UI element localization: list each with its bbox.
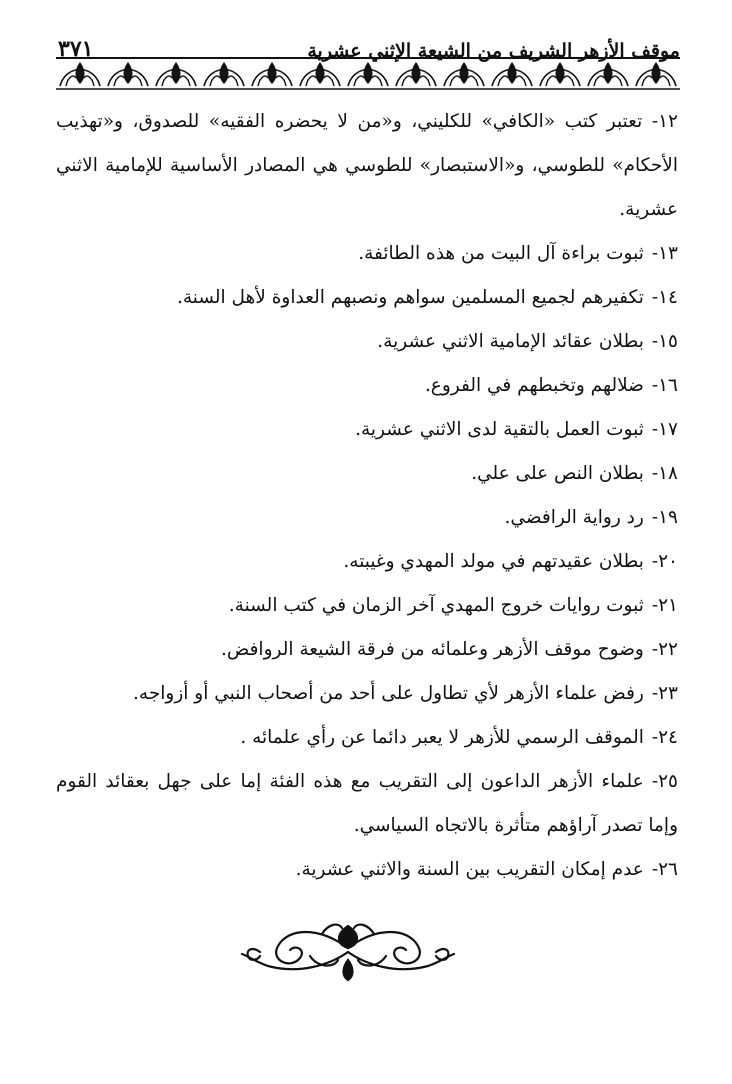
list-item-text xyxy=(56,760,678,848)
list-item xyxy=(56,848,678,892)
border-motif xyxy=(588,62,628,86)
list-item-text: ثبوت روايات خروج المهدي آخر الزمان في كتب السنة. xyxy=(228,595,644,616)
border-motif xyxy=(444,62,484,86)
border-motif xyxy=(396,62,436,86)
list-item xyxy=(56,320,678,364)
list-item-number: ١٥- xyxy=(651,331,678,352)
list-item-number: ٢٣- xyxy=(651,683,678,704)
list-content xyxy=(56,100,678,892)
list-item xyxy=(56,364,678,408)
border-motif xyxy=(204,62,244,86)
list-item-number: ٢٥- xyxy=(651,771,678,792)
list-item xyxy=(56,276,678,320)
list-item-text: رد رواية الرافضي. xyxy=(504,507,644,528)
header-title: موقف الأزهر الشريف من الشيعة الإثني عشرية xyxy=(307,40,680,62)
list-item-number: ١٩- xyxy=(651,507,678,528)
list-item xyxy=(56,232,678,276)
list-item-text: عدم إمكان التقريب بين السنة والاثني عشرية. xyxy=(295,859,644,880)
list-item-text: الموقف الرسمي للأزهر لا يعبر دائما عن رأي علمائه . xyxy=(240,727,644,748)
list-item xyxy=(56,452,678,496)
border-motif xyxy=(252,62,292,86)
list-item xyxy=(56,408,678,452)
list-item xyxy=(56,716,678,760)
end-ornament-icon xyxy=(238,916,458,986)
list-item xyxy=(56,100,678,232)
list-item-number: ١٧- xyxy=(651,419,678,440)
list-item-number: ٢٦- xyxy=(651,859,678,880)
page-number: ٣٧١ xyxy=(58,36,94,62)
decorative-border-band xyxy=(56,56,680,92)
list-item-number: ٢١- xyxy=(651,595,678,616)
border-motif xyxy=(636,62,676,86)
list-item-text: وضوح موقف الأزهر وعلمائه من فرقة الشيعة الروافض. xyxy=(221,639,644,660)
border-motif xyxy=(156,62,196,86)
border-motif xyxy=(108,62,148,86)
list-item-text: ثبوت العمل بالتقية لدى الاثني عشرية. xyxy=(355,419,644,440)
border-motif xyxy=(300,62,340,86)
list-item-text: رفض علماء الأزهر لأي تطاول على أحد من أصحاب النبي أو أزواجه. xyxy=(133,683,644,704)
list-item-number: ٢٤- xyxy=(651,727,678,748)
list-item-text: بطلان عقيدتهم في مولد المهدي وغيبته. xyxy=(343,551,644,572)
border-motif xyxy=(540,62,580,86)
list-item-body: علماء الأزهر الداعون إلى التقريب مع هذه الفئة إما على جهل بعقائد القوم وإما تصدر آراؤهم متأثرة بالاتجاه السياسي. xyxy=(56,771,678,836)
list-item xyxy=(56,540,678,584)
list-item-text xyxy=(56,100,678,232)
list-item-number: ٢٠- xyxy=(651,551,678,572)
list-item-text: بطلان النص على علي. xyxy=(471,463,644,484)
list-item xyxy=(56,584,678,628)
border-motif xyxy=(60,62,100,86)
list-item-number: ١٤- xyxy=(651,287,678,308)
list-item xyxy=(56,672,678,716)
list-item xyxy=(56,760,678,848)
list-item-text: تكفيرهم لجميع المسلمين سواهم ونصبهم العداوة لأهل السنة. xyxy=(176,287,644,308)
list-item-number: ١٢- xyxy=(651,111,678,132)
list-item-body: تعتبر كتب «الكافي» للكليني، و«من لا يحضره الفقيه» للصدوق، و«تهذيب الأحكام» للطوسي، و«الاستبصار» للطوسي هي المصادر الأساسية للإمامية الاثني عشرية. xyxy=(56,111,678,220)
list-item-text: بطلان عقائد الإمامية الاثني عشرية. xyxy=(377,331,644,352)
list-item-number: ١٦- xyxy=(651,375,678,396)
list-item-number: ٢٢- xyxy=(651,639,678,660)
list-item-text: ضلالهم وتخبطهم في الفروع. xyxy=(424,375,644,396)
list-item-number: ١٣- xyxy=(651,243,678,264)
list-item xyxy=(56,628,678,672)
border-motif xyxy=(348,62,388,86)
list-item-number: ١٨- xyxy=(651,463,678,484)
list-item xyxy=(56,496,678,540)
border-motif xyxy=(492,62,532,86)
list-item-text: ثبوت براءة آل البيت من هذه الطائفة. xyxy=(358,243,644,264)
